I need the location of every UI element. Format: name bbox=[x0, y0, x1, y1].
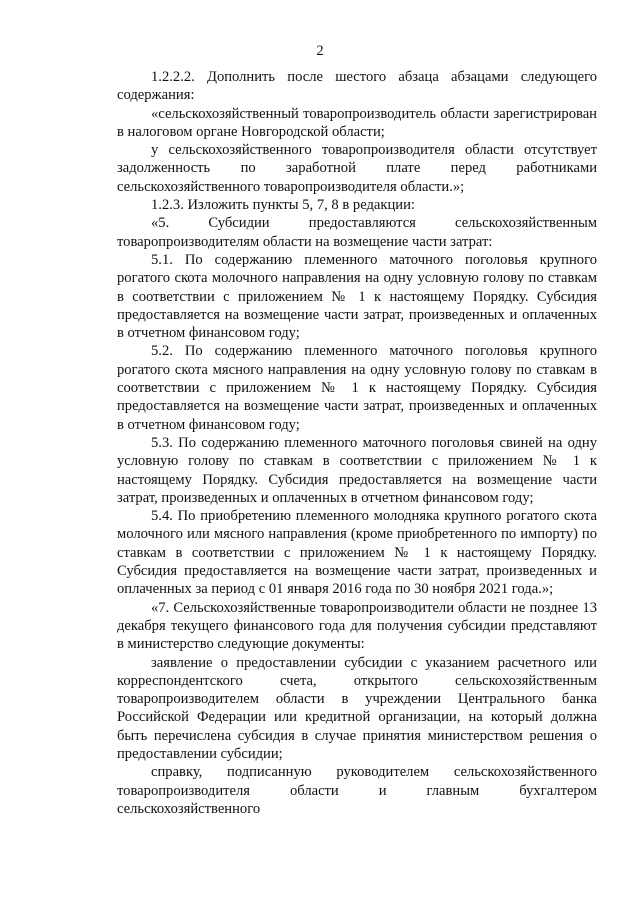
paragraph-5: «5. Субсидии предоставляются сельскохозяйственным товаропроизводителям области на возмещение части затрат: bbox=[117, 215, 597, 250]
paragraph-5-4: 5.4. По приобретению племенного молодняка крупного рогатого скота молочного или мясного направления (кроме приобретенного по импорту) по ставкам в соответствии с приложением № 1 к настоящему Порядку. Субсидия предоставляется на возмещение части затрат, произведенных и оплаченных за период с 01 января 2016 года по 30 ноября 2021 года.»; bbox=[117, 508, 597, 598]
paragraph-application: заявление о предоставлении субсидии с указанием расчетного или корреспондентского счета, открытого сельскохозяйственным товаропроизводителем области в учреждении Центрального банка Российской Федерации или кредитной организации, на который должна быть перечислена субсидия в случае принятия министерством решения о предоставлении субсидии; bbox=[117, 654, 597, 762]
paragraph-registration: «сельскохозяйственный товаропроизводитель области зарегистрирован в налоговом органе Новгородской области; bbox=[117, 105, 597, 140]
paragraph-1-2-2-2: 1.2.2.2. Дополнить после шестого абзаца абзацами следующего содержания: bbox=[117, 69, 597, 104]
document-body bbox=[117, 68, 597, 818]
page-number: 2 bbox=[316, 43, 324, 59]
paragraph-7: «7. Сельскохозяйственные товаропроизводители области не позднее 13 декабря текущего финансового года для получения субсидии представляют в министерство следующие документы: bbox=[117, 599, 597, 653]
paragraph-certificate: справку, подписанную руководителем сельскохозяйственного товаропроизводителя области и главным бухгалтером сельскохозяйственного bbox=[117, 764, 597, 817]
paragraph-no-wage-debt: у сельскохозяйственного товаропроизводителя области отсутствует задолженность по заработной плате перед работниками сельскохозяйственного товаропроизводителя области.»; bbox=[117, 142, 597, 195]
paragraph-5-1: 5.1. По содержанию племенного маточного поголовья крупного рогатого скота молочного направления на одну условную голову по ставкам в соответствии с приложением № 1 к настоящему Порядку. Субсидия предоставляется на возмещение части затрат, произведенных и оплаченных в отчетном финансовом году; bbox=[117, 251, 597, 342]
paragraph-5-3: 5.3. По содержанию племенного маточного поголовья свиней на одну условную голову по ставкам в соответствии с приложением № 1 к настоящему Порядку. Субсидия предоставляется на возмещение части затрат, произведенных и оплаченных в отчетном финансовом году; bbox=[117, 434, 597, 506]
paragraph-1-2-3: 1.2.3. Изложить пункты 5, 7, 8 в редакции: bbox=[151, 197, 415, 214]
paragraph-5-2: 5.2. По содержанию племенного маточного поголовья крупного рогатого скота мясного направления на одну условную голову по ставкам в соответствии с приложением № 1 к настоящему Порядку. Субсидия предоставляется на возмещение части затрат, произведенных и оплаченных в отчетном финансовом году; bbox=[117, 343, 597, 433]
